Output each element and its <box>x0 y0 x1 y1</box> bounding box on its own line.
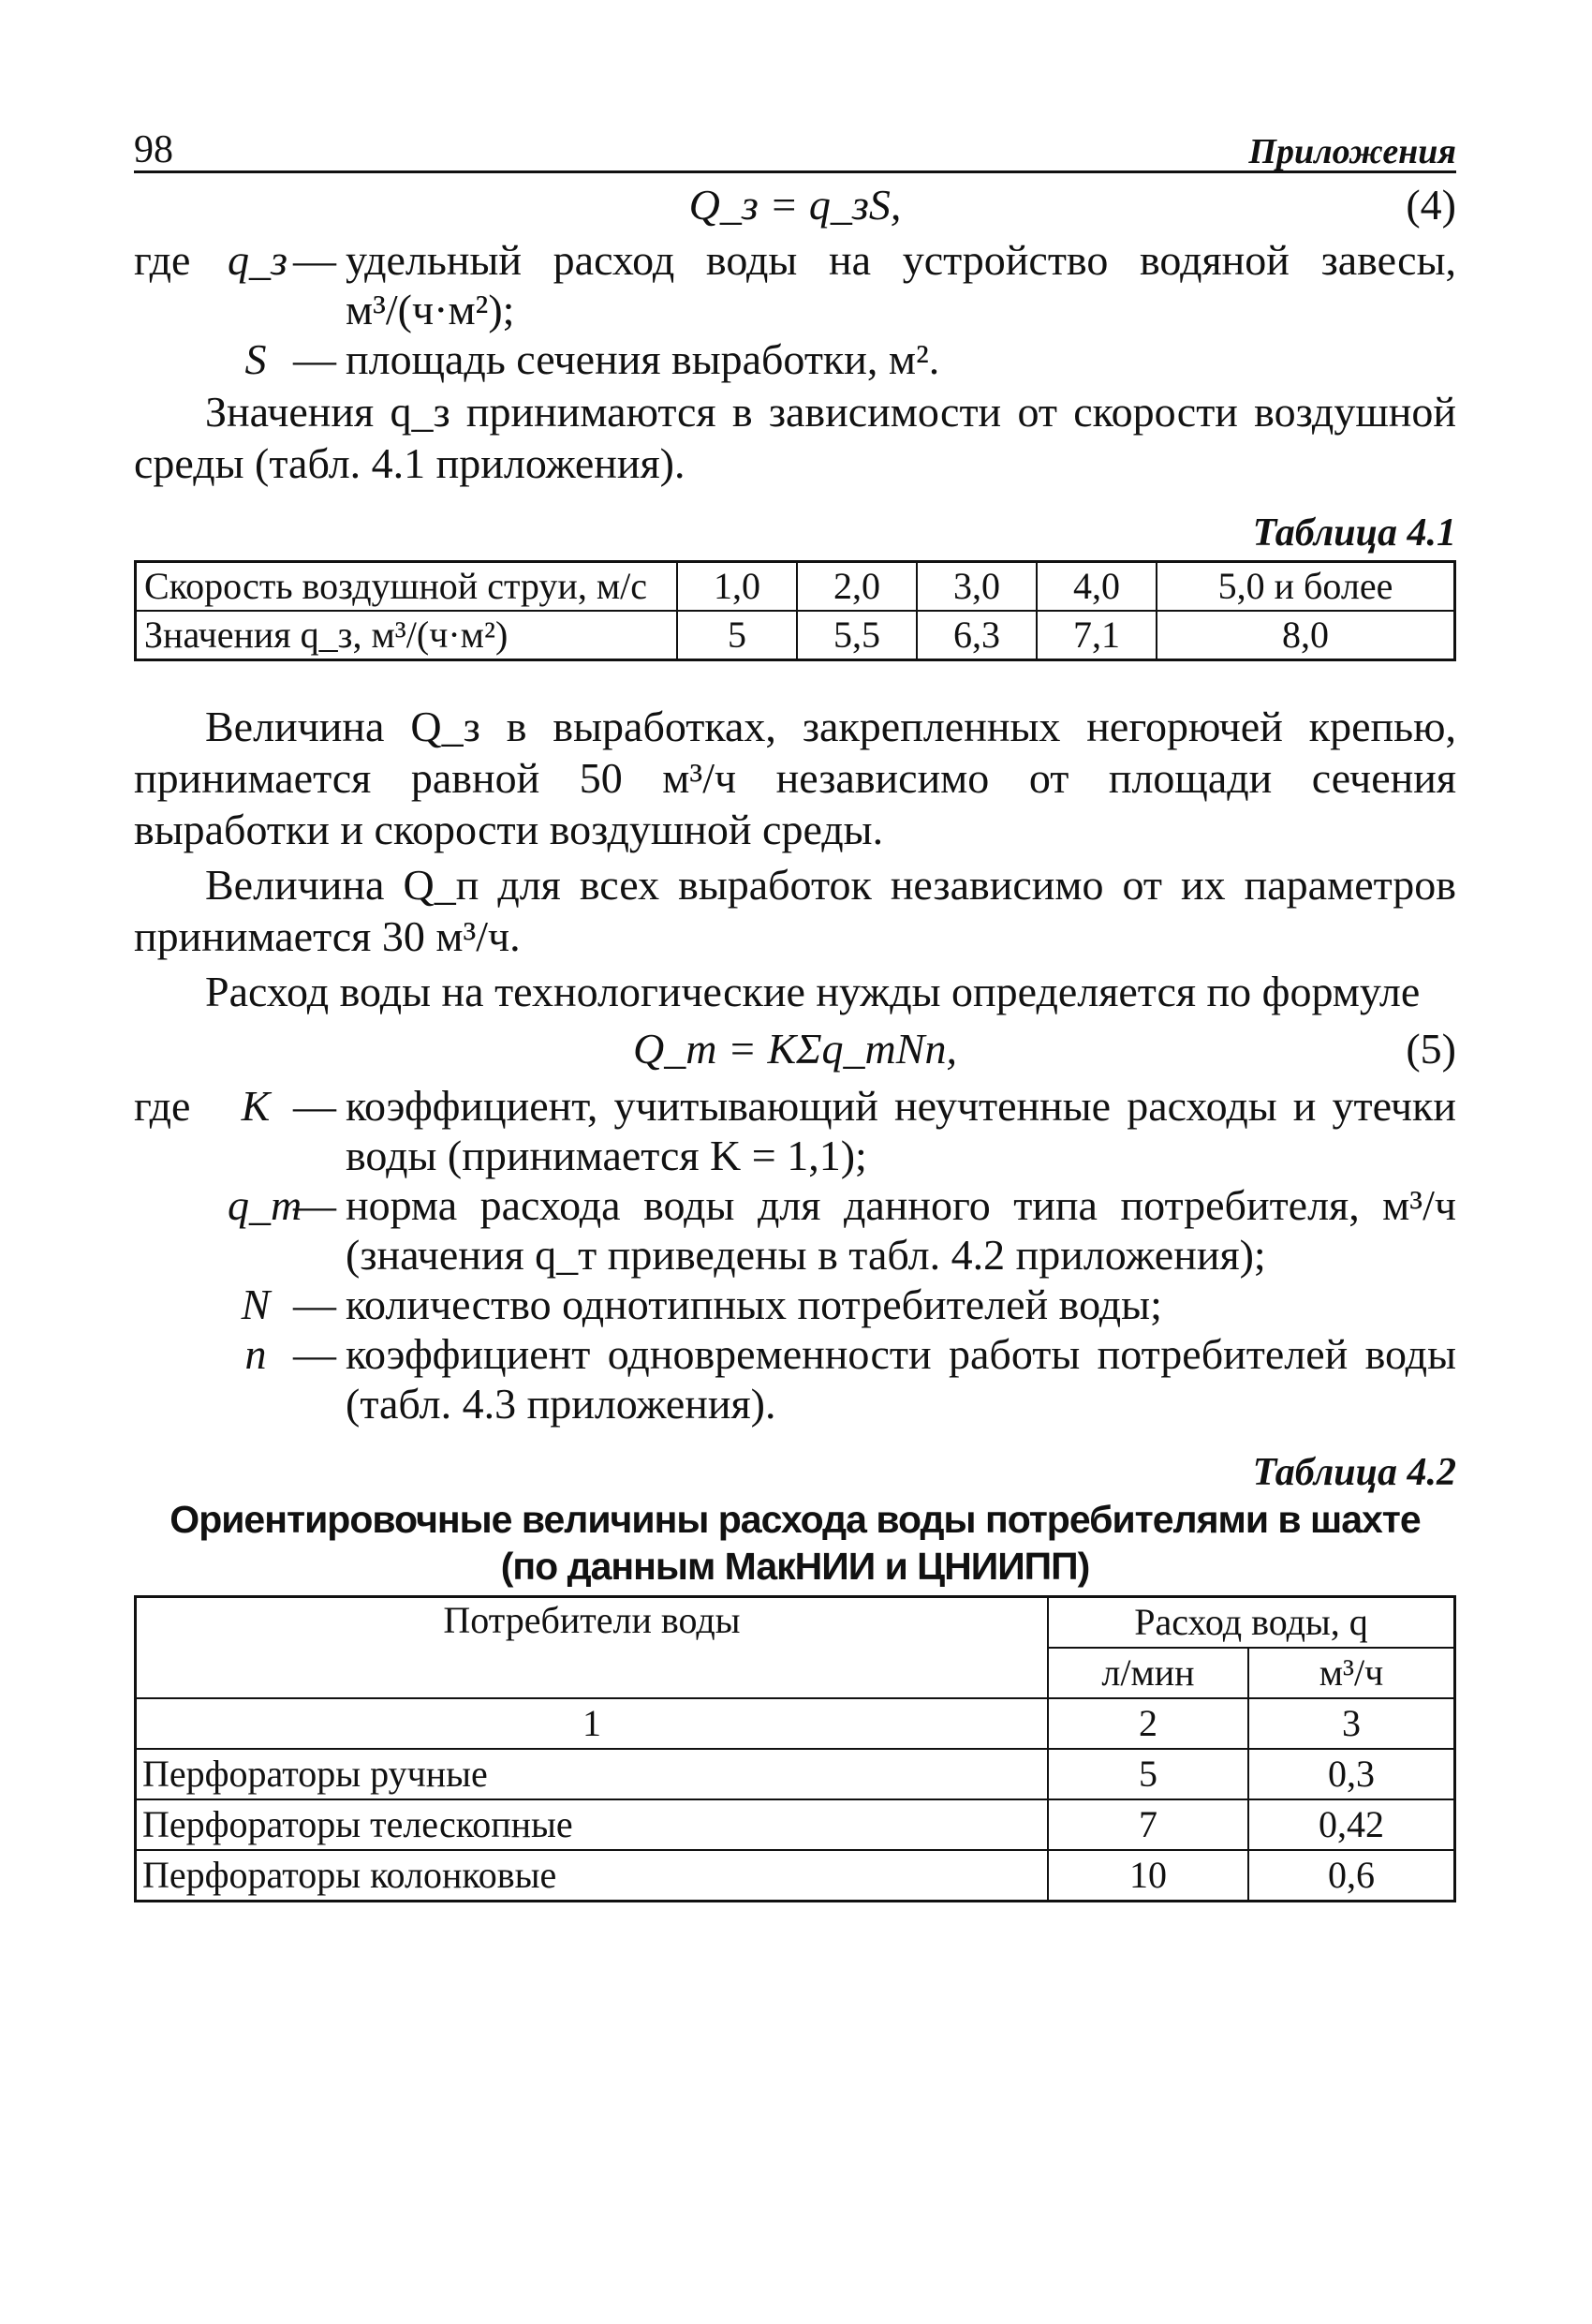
table-row: Перфораторы ручные 5 0,3 <box>136 1749 1455 1799</box>
table-row: 1 2 3 <box>136 1698 1455 1749</box>
table-header-row <box>136 1597 1455 1649</box>
table-4-2-title-line-2: (по данным МакНИИ и ЦНИИПП) <box>500 1545 1090 1588</box>
table-4-1-caption: Таблица 4.1 <box>1252 511 1456 555</box>
page-number: 98 <box>134 128 173 171</box>
table-4-1 <box>134 560 1456 661</box>
column-header: Потребители воды <box>136 1597 1049 1699</box>
paragraph: Расход воды на технологические нужды определяется по формуле <box>205 968 1421 1015</box>
running-header <box>134 122 1456 173</box>
table-row: Перфораторы телескопные 7 0,42 <box>136 1799 1455 1850</box>
table-4-2-title-line-1: Ориентировочные величины расхода воды потребителями в шахте <box>170 1498 1421 1541</box>
running-title: Приложения <box>1248 132 1456 171</box>
definition-row: n — коэффициент одновременности работы потребителей воды (табл. 4.3 приложения). <box>244 1330 1456 1428</box>
definition-row: S — площадь сечения выработки, м². <box>244 335 940 383</box>
formula-5-text: Q_т = KΣq_тNn, <box>633 1025 957 1073</box>
paragraph: Значения q_з принимаются в зависимости от скорости воздушной среды (табл. 4.1 приложения). <box>134 388 1456 487</box>
column-header: Расход воды, q <box>1048 1597 1455 1649</box>
definitions-4 <box>134 235 1456 384</box>
formula-5-number: (5) <box>1406 1025 1456 1073</box>
table-4-2-caption: Таблица 4.2 <box>1252 1451 1456 1494</box>
definitions-5 <box>134 1081 1456 1428</box>
page <box>134 122 1456 1902</box>
definition-row: N — количество однотипных потребителей воды; <box>241 1280 1162 1328</box>
column-header: м³/ч <box>1248 1648 1455 1698</box>
table-row: Перфораторы колонковые 10 0,6 <box>136 1850 1455 1902</box>
definition-row: где K — коэффициент, учитывающий неучтенные расходы и утечки воды (принимается K = 1,1); <box>134 1082 1456 1179</box>
formula-5 <box>134 1023 1456 1079</box>
paragraph: Величина Q_з в выработках, закрепленных негорючей крепью, принимается равной 50 м³/ч независимо от площади сечения выработки и скорости воздушной среды. <box>134 703 1456 853</box>
column-header: л/мин <box>1048 1648 1248 1698</box>
formula-4-number: (4) <box>1406 181 1456 229</box>
paragraph: Величина Q_п для всех выработок независимо от их параметров принимается 30 м³/ч. <box>134 861 1456 960</box>
definition-row: где q_з — удельный расход воды на устройство водяной завесы, м³/(ч·м²); <box>134 236 1456 333</box>
table-row: Значения q_з, м³/(ч·м²) 5 5,5 6,3 7,1 8,0 <box>136 611 1455 660</box>
formula-4-text: Q_з = q_зS, <box>688 181 902 229</box>
definition-row: q_т — норма расхода воды для данного типа потребителя, м³/ч (значения q_т приведены в табл. 4.2 приложения); <box>228 1181 1456 1279</box>
table-4-2 <box>134 1595 1456 1902</box>
table-row: Скорость воздушной струи, м/с 1,0 2,0 3,0 4,0 5,0 и более <box>136 562 1455 612</box>
formula-4 <box>134 179 1456 235</box>
